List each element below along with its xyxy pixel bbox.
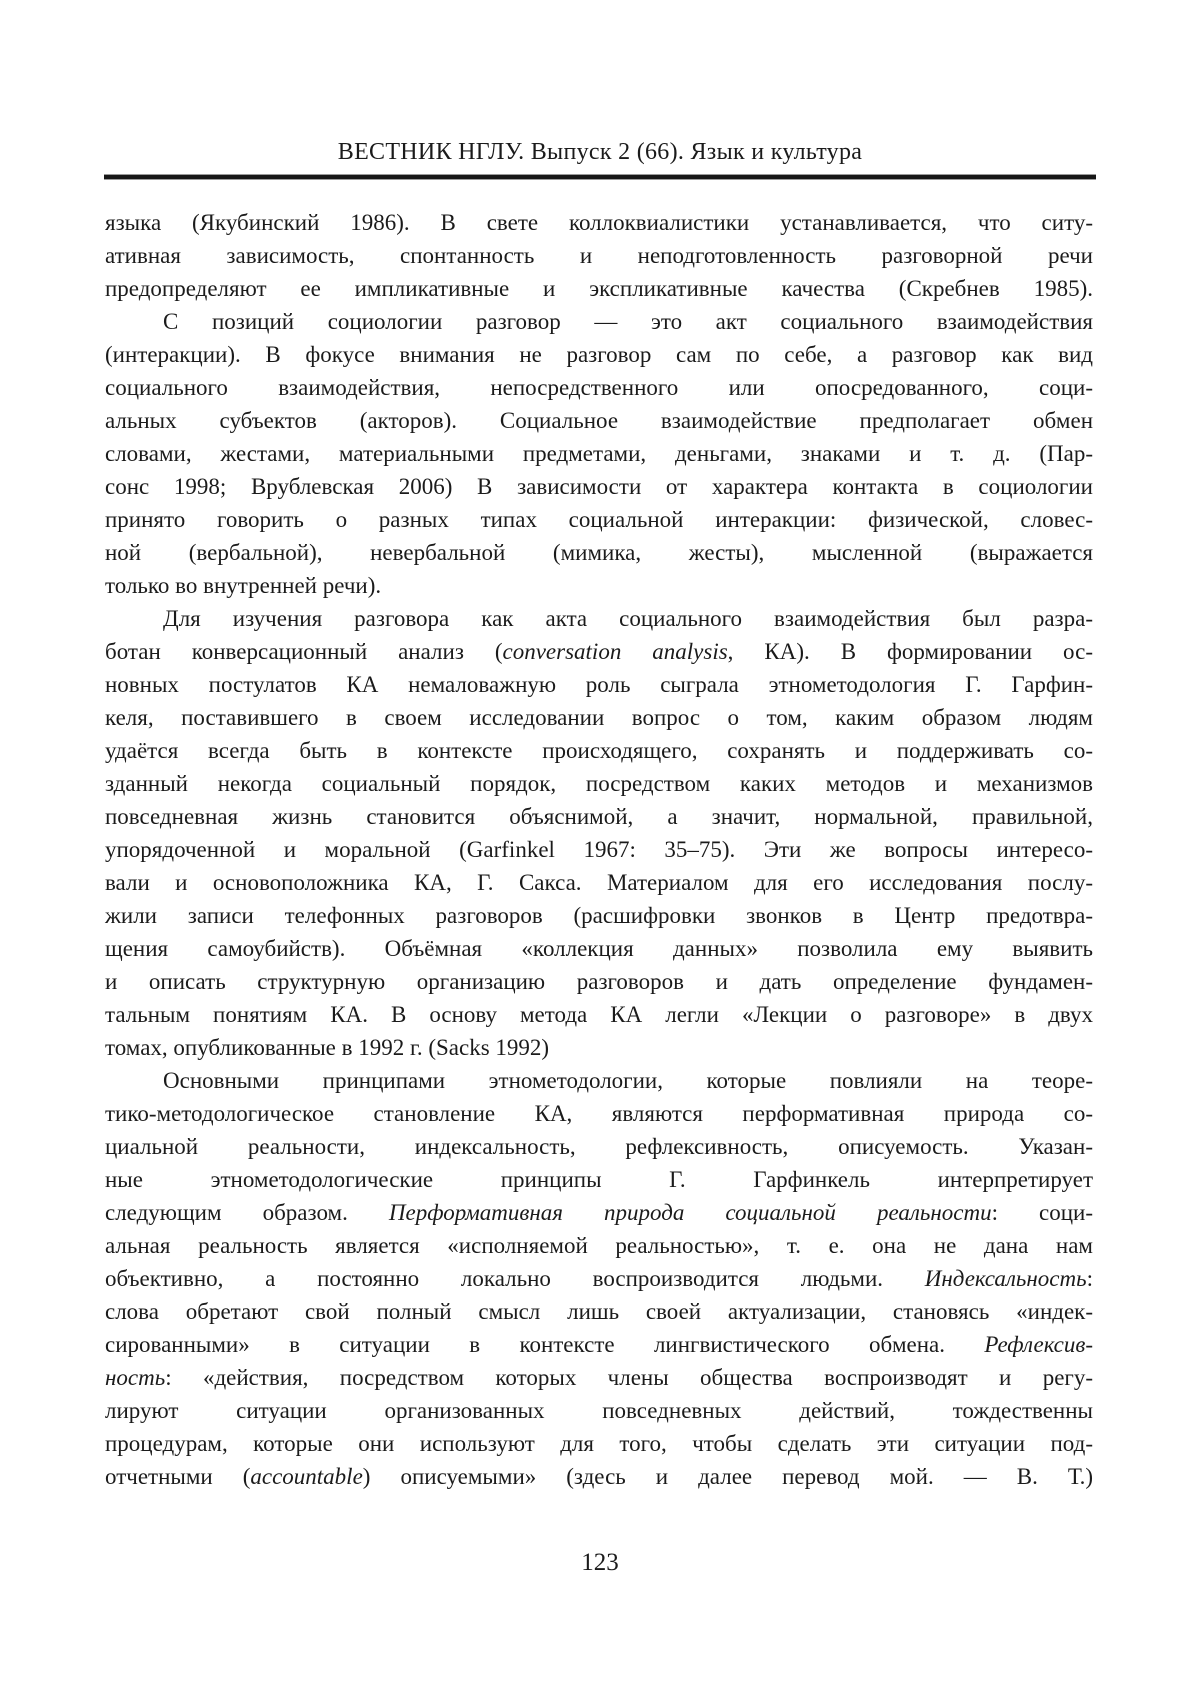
- text-line: щения самоубийств). Объёмная «коллекция данных» позволила ему выявить: [105, 936, 1093, 961]
- text-line: следующим образом. Перформативная природа социальной реальности: соци-: [105, 1200, 1094, 1225]
- text-line: предопределяют ее импликативные и экспликативные качества (Скребнев 1985).: [105, 276, 1093, 301]
- text-line: отчетными (accountable) описуемыми» (здесь и далее перевод мой. — В. Т.): [105, 1464, 1093, 1489]
- text-line: ативная зависимость, спонтанность и неподготовленность разговорной речи: [105, 243, 1093, 268]
- paragraph: [105, 1064, 1093, 1493]
- text-line: удаётся всегда быть в контексте происходящего, сохранять и поддерживать со-: [105, 738, 1093, 763]
- text-line: тико-методологическое становление КА, являются перформативная природа со-: [105, 1101, 1093, 1126]
- text-line: ботан конверсационный анализ (conversation analysis, КА). В формировании ос-: [105, 639, 1093, 664]
- text-line: томах, опубликованные в 1992 г. (Sacks 1992): [105, 1035, 550, 1060]
- text-line: келя, поставившего в своем исследовании вопрос о том, каким образом людям: [105, 705, 1093, 730]
- text-line: тальным понятиям КА. В основу метода КА легли «Лекции о разговоре» в двух: [105, 1002, 1093, 1027]
- text-line: упорядоченной и моральной (Garfinkel 1967: 35–75). Эти же вопросы интересо-: [105, 837, 1093, 862]
- page-number: 123: [581, 1549, 619, 1576]
- text-line: (интеракции). В фокусе внимания не разговор сам по себе, а разговор как вид: [105, 342, 1093, 367]
- text-line: словами, жестами, материальными предметами, деньгами, знаками и т. д. (Пар-: [105, 441, 1093, 466]
- text-line: альных субъектов (акторов). Социальное взаимодействие предполагает обмен: [105, 408, 1093, 433]
- text-line: С позиций социологии разговор — это акт социального взаимодействия: [163, 309, 1093, 334]
- text-line: языка (Якубинский 1986). В свете коллоквиалистики устанавливается, что ситу-: [105, 210, 1093, 235]
- text-line: и описать структурную организацию разговоров и дать определение фундамен-: [105, 969, 1093, 994]
- text-line: Для изучения разговора как акта социального взаимодействия был разра-: [163, 606, 1093, 631]
- paragraph: [105, 602, 1093, 1064]
- text-line: ность: «действия, посредством которых члены общества воспроизводят и регу-: [105, 1365, 1093, 1390]
- text-line: принято говорить о разных типах социальной интеракции: физической, словес-: [105, 507, 1093, 532]
- journal-header: ВЕСТНИК НГЛУ. Выпуск 2 (66). Язык и культура: [337, 139, 863, 165]
- text-line: только во внутренней речи).: [105, 573, 382, 598]
- header-rule: [104, 174, 1096, 180]
- text-line: сированными» в ситуации в контексте лингвистического обмена. Рефлексив-: [105, 1332, 1093, 1357]
- paragraph: [105, 305, 1093, 602]
- text-line: вали и основоположника КА, Г. Сакса. Материалом для его исследования послу-: [105, 870, 1093, 895]
- text-line: лируют ситуации организованных повседневных действий, тождественны: [105, 1398, 1093, 1423]
- text-line: ные этнометодологические принципы Г. Гарфинкель интерпретирует: [105, 1167, 1093, 1192]
- text-line: новных постулатов КА немаловажную роль сыграла этнометодология Г. Гарфин-: [105, 672, 1093, 697]
- text-line: социального взаимодействия, непосредственного или опосредованного, соци-: [105, 375, 1093, 400]
- text-line: процедурам, которые они используют для того, чтобы сделать эти ситуации под-: [105, 1431, 1093, 1456]
- text-line: объективно, а постоянно локально воспроизводится людьми. Индексальность:: [105, 1266, 1093, 1291]
- paragraph: [105, 206, 1093, 305]
- text-line: зданный некогда социальный порядок, посредством каких методов и механизмов: [105, 771, 1093, 796]
- text-line: альная реальность является «исполняемой реальностью», т. е. она не дана нам: [105, 1233, 1093, 1258]
- article-body: [105, 206, 1093, 1493]
- text-line: слова обретают свой полный смысл лишь своей актуализации, становясь «индек-: [105, 1299, 1093, 1324]
- text-line: жили записи телефонных разговоров (расшифровки звонков в Центр предотвра-: [105, 903, 1093, 928]
- text-line: Основными принципами этнометодологии, которые повлияли на теоре-: [163, 1068, 1093, 1093]
- text-line: повседневная жизнь становится объяснимой, а значит, нормальной, правильной,: [105, 804, 1093, 829]
- text-line: циальной реальности, индексальность, рефлексивность, описуемость. Указан-: [105, 1134, 1093, 1159]
- text-line: ной (вербальной), невербальной (мимика, жесты), мысленной (выражается: [105, 540, 1093, 565]
- text-line: сонс 1998; Врублевская 2006) В зависимости от характера контакта в социологии: [105, 474, 1093, 499]
